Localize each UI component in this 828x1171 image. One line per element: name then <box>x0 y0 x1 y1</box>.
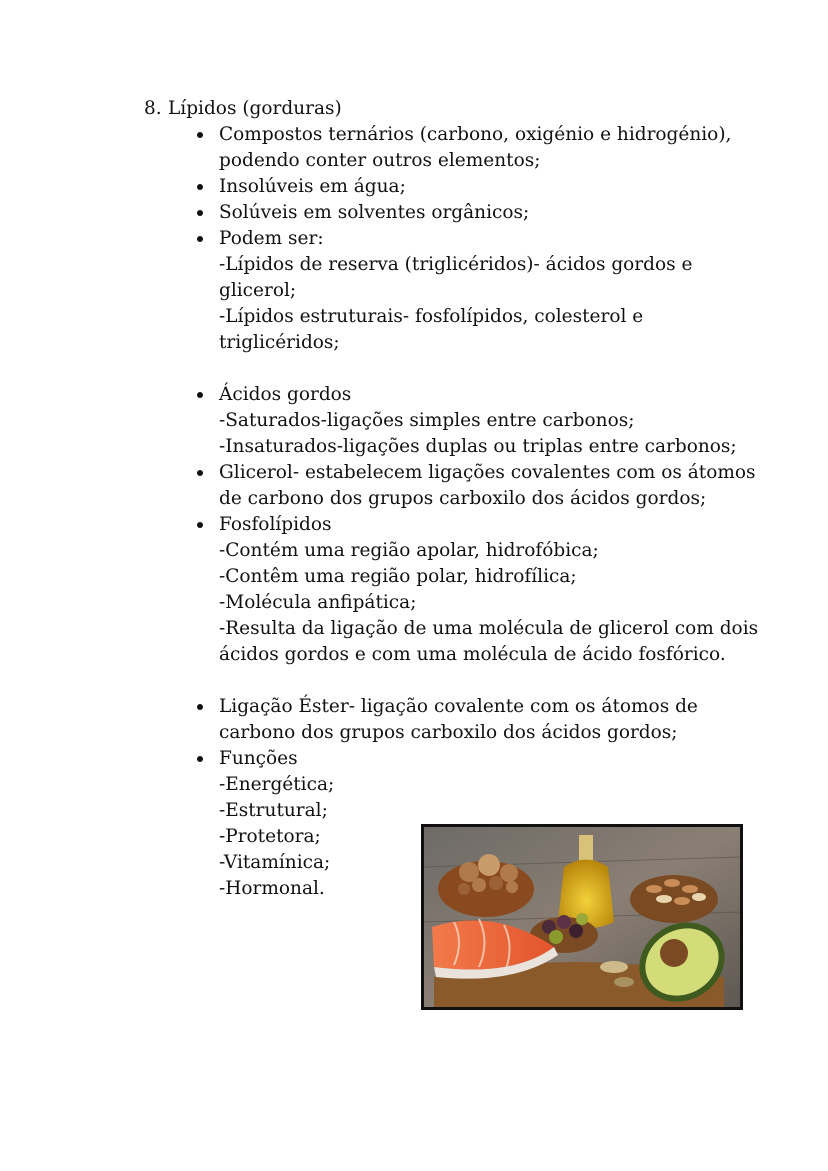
item-line: Glicerol- estabelecem ligações covalentes com os átomos <box>219 462 756 483</box>
item-line: Podem ser: <box>219 228 324 249</box>
avocado-pit-shape <box>660 939 688 967</box>
item-line: -Hormonal. <box>219 878 325 899</box>
item-line: -Molécula anfipática; <box>219 592 417 613</box>
section-title: Lípidos (gorduras) <box>168 98 342 119</box>
item-line: Insolúveis em água; <box>219 176 406 197</box>
list-item <box>219 694 779 746</box>
item-line: Ácidos gordos <box>219 384 352 405</box>
item-line: -Resulta da ligação de uma molécula de glicerol com dois <box>219 618 759 639</box>
item-line: glicerol; <box>219 280 297 301</box>
fatty-foods-illustration <box>424 827 740 1007</box>
item-line: -Lípidos de reserva (triglicéridos)- ácidos gordos e <box>219 254 693 275</box>
section-heading <box>144 96 342 122</box>
item-line: Fosfolípidos <box>219 514 332 535</box>
item-line: carbono dos grupos carboxilo dos ácidos gordos; <box>219 722 678 743</box>
blank-line <box>219 668 779 694</box>
item-line: podendo conter outros elementos; <box>219 150 541 171</box>
fatty-foods-photo <box>421 824 743 1010</box>
bottle-neck-shape <box>579 835 593 861</box>
list-item <box>219 460 779 512</box>
item-line: -Energética; <box>219 774 335 795</box>
item-line: de carbono dos grupos carboxilo dos ácidos gordos; <box>219 488 707 509</box>
list-item <box>219 200 779 226</box>
list-item <box>219 382 779 460</box>
item-line: -Protetora; <box>219 826 321 847</box>
item-line: -Estrutural; <box>219 800 328 821</box>
blank-line <box>219 356 779 382</box>
item-line: Funções <box>219 748 298 769</box>
item-line: -Insaturados-ligações duplas ou triplas entre carbonos; <box>219 436 737 457</box>
item-line: ácidos gordos e com uma molécula de ácido fosfórico. <box>219 644 726 665</box>
item-line: -Saturados-ligações simples entre carbonos; <box>219 410 635 431</box>
item-line: Ligação Éster- ligação covalente com os átomos de <box>219 696 698 717</box>
bullet-list <box>219 122 779 902</box>
section-number: 8. <box>144 98 162 119</box>
list-item <box>219 122 779 174</box>
item-line: Compostos ternários (carbono, oxigénio e hidrogénio), <box>219 124 732 145</box>
item-line: -Contêm uma região polar, hidrofílica; <box>219 566 577 587</box>
item-line: -Lípidos estruturais- fosfolípidos, colesterol e <box>219 306 644 327</box>
item-line: -Vitamínica; <box>219 852 331 873</box>
list-item <box>219 226 779 356</box>
list-item <box>219 174 779 200</box>
item-line: Solúveis em solventes orgânicos; <box>219 202 530 223</box>
list-item <box>219 512 779 668</box>
item-line: triglicéridos; <box>219 332 340 353</box>
item-line: -Contém uma região apolar, hidrofóbica; <box>219 540 599 561</box>
